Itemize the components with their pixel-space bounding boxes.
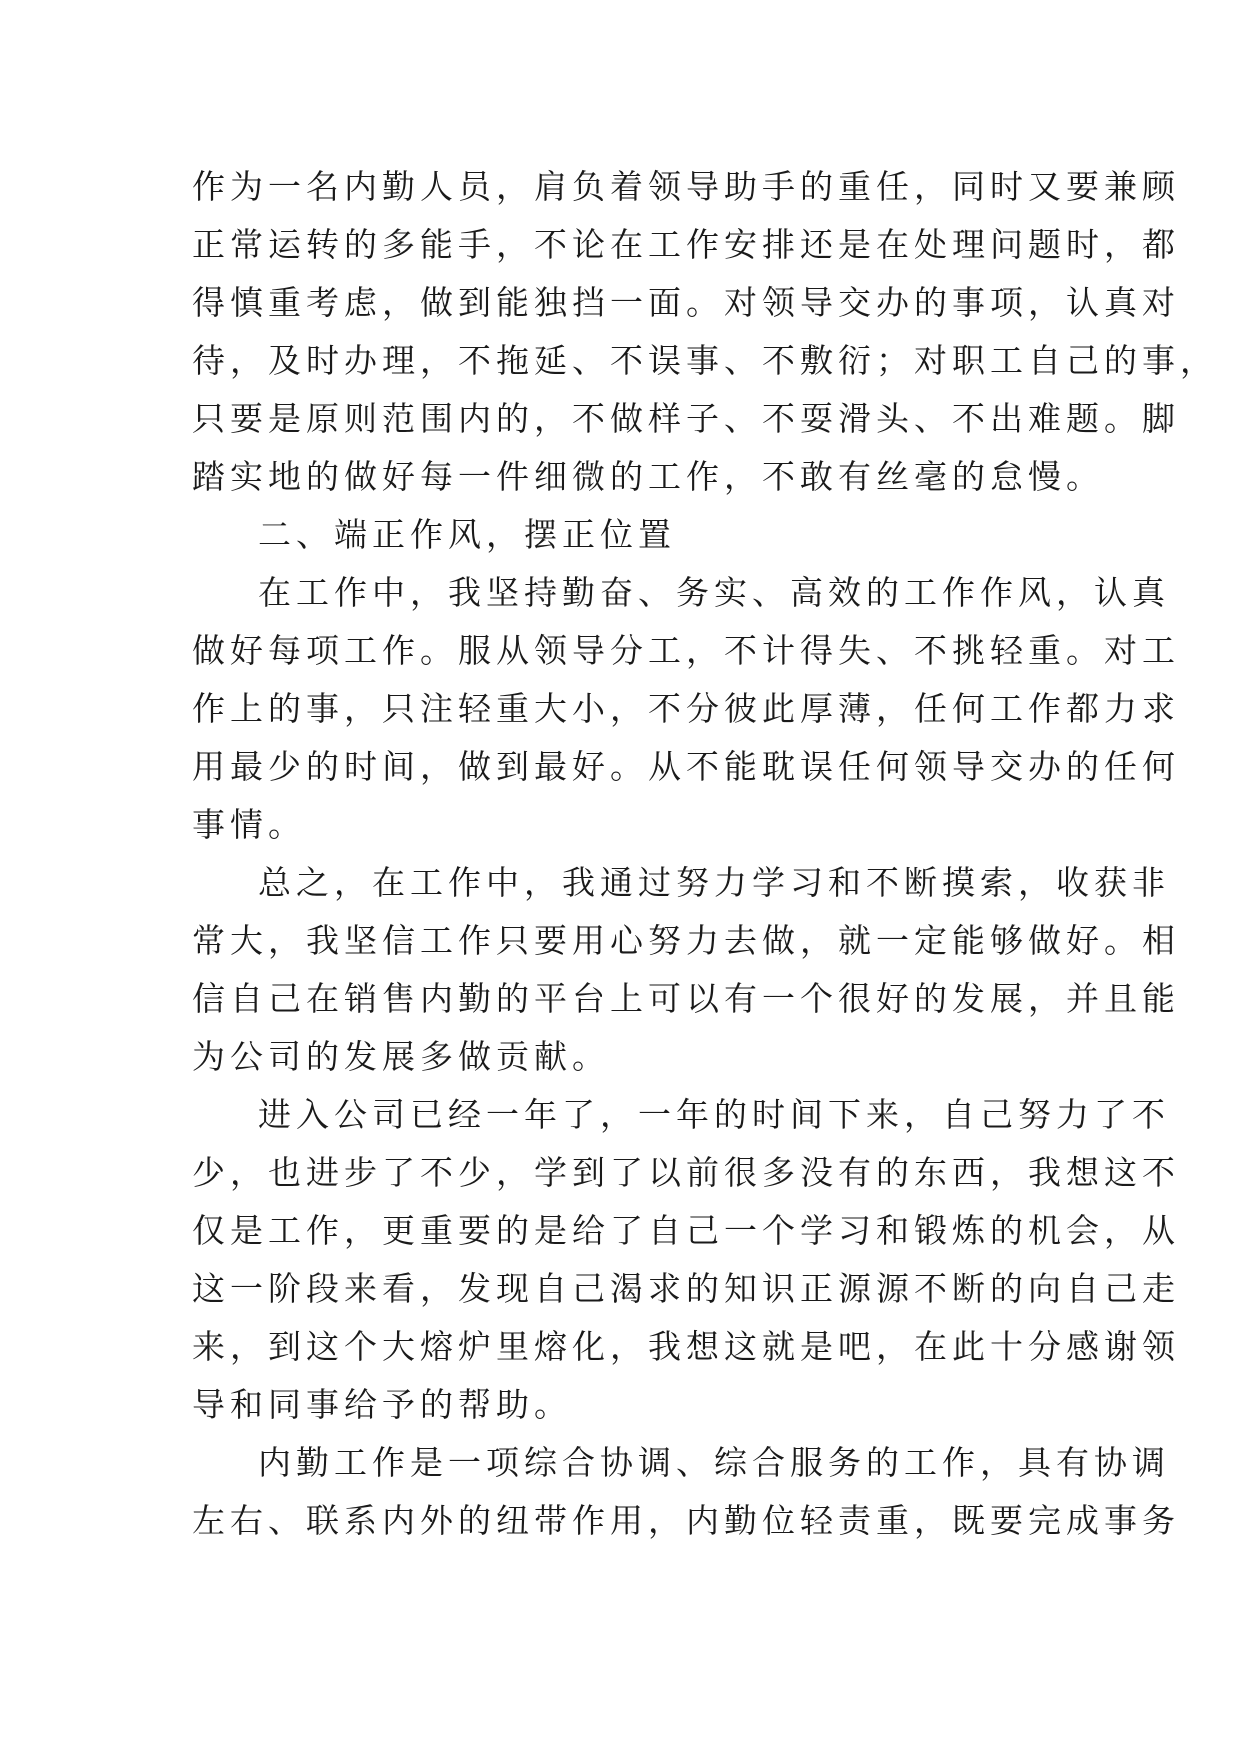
text-line: 常大，我坚信工作只要用心努力去做，就一定能够做好。相 <box>192 921 1180 960</box>
text-line: 用最少的时间，做到最好。从不能耽误任何领导交办的任何 <box>192 747 1180 786</box>
text-line: 信自己在销售内勤的平台上可以有一个很好的发展，并且能 <box>192 979 1180 1018</box>
text-line: 待，及时办理，不拖延、不误事、不敷衍；对职工自己的事， <box>192 341 1218 380</box>
text-line: 得慎重考虑，做到能独挡一面。对领导交办的事项，认真对 <box>192 283 1180 322</box>
text-line: 为公司的发展多做贡献。 <box>192 1037 610 1076</box>
document-body <box>192 158 1218 1550</box>
text-line: 作上的事，只注轻重大小，不分彼此厚薄，任何工作都力求 <box>192 689 1180 728</box>
text-line: 做好每项工作。服从领导分工，不计得失、不挑轻重。对工 <box>192 631 1180 670</box>
text-line: 进入公司已经一年了，一年的时间下来，自己努力了不 <box>258 1095 1170 1134</box>
text-line: 内勤工作是一项综合协调、综合服务的工作，具有协调 <box>258 1443 1170 1482</box>
text-line: 这一阶段来看，发现自己渴求的知识正源源不断的向自己走 <box>192 1269 1180 1308</box>
text-line: 少，也进步了不少，学到了以前很多没有的东西，我想这不 <box>192 1153 1180 1192</box>
text-line: 导和同事给予的帮助。 <box>192 1385 572 1424</box>
text-line: 踏实地的做好每一件细微的工作，不敢有丝毫的怠慢。 <box>192 457 1104 496</box>
text-line: 作为一名内勤人员，肩负着领导助手的重任，同时又要兼顾 <box>192 167 1180 206</box>
text-line: 事情。 <box>192 805 306 844</box>
text-line: 只要是原则范围内的，不做样子、不耍滑头、不出难题。脚 <box>192 399 1180 438</box>
text-line: 仅是工作，更重要的是给了自己一个学习和锻炼的机会，从 <box>192 1211 1180 1250</box>
text-line: 左右、联系内外的纽带作用，内勤位轻责重，既要完成事务 <box>192 1501 1180 1540</box>
text-line: 在工作中，我坚持勤奋、务实、高效的工作作风，认真 <box>258 573 1170 612</box>
text-line: 正常运转的多能手，不论在工作安排还是在处理问题时，都 <box>192 225 1180 264</box>
section-heading: 二、端正作风，摆正位置 <box>258 515 676 554</box>
text-line: 总之，在工作中，我通过努力学习和不断摸索，收获非 <box>258 863 1170 902</box>
text-line: 来，到这个大熔炉里熔化，我想这就是吧，在此十分感谢领 <box>192 1327 1180 1366</box>
